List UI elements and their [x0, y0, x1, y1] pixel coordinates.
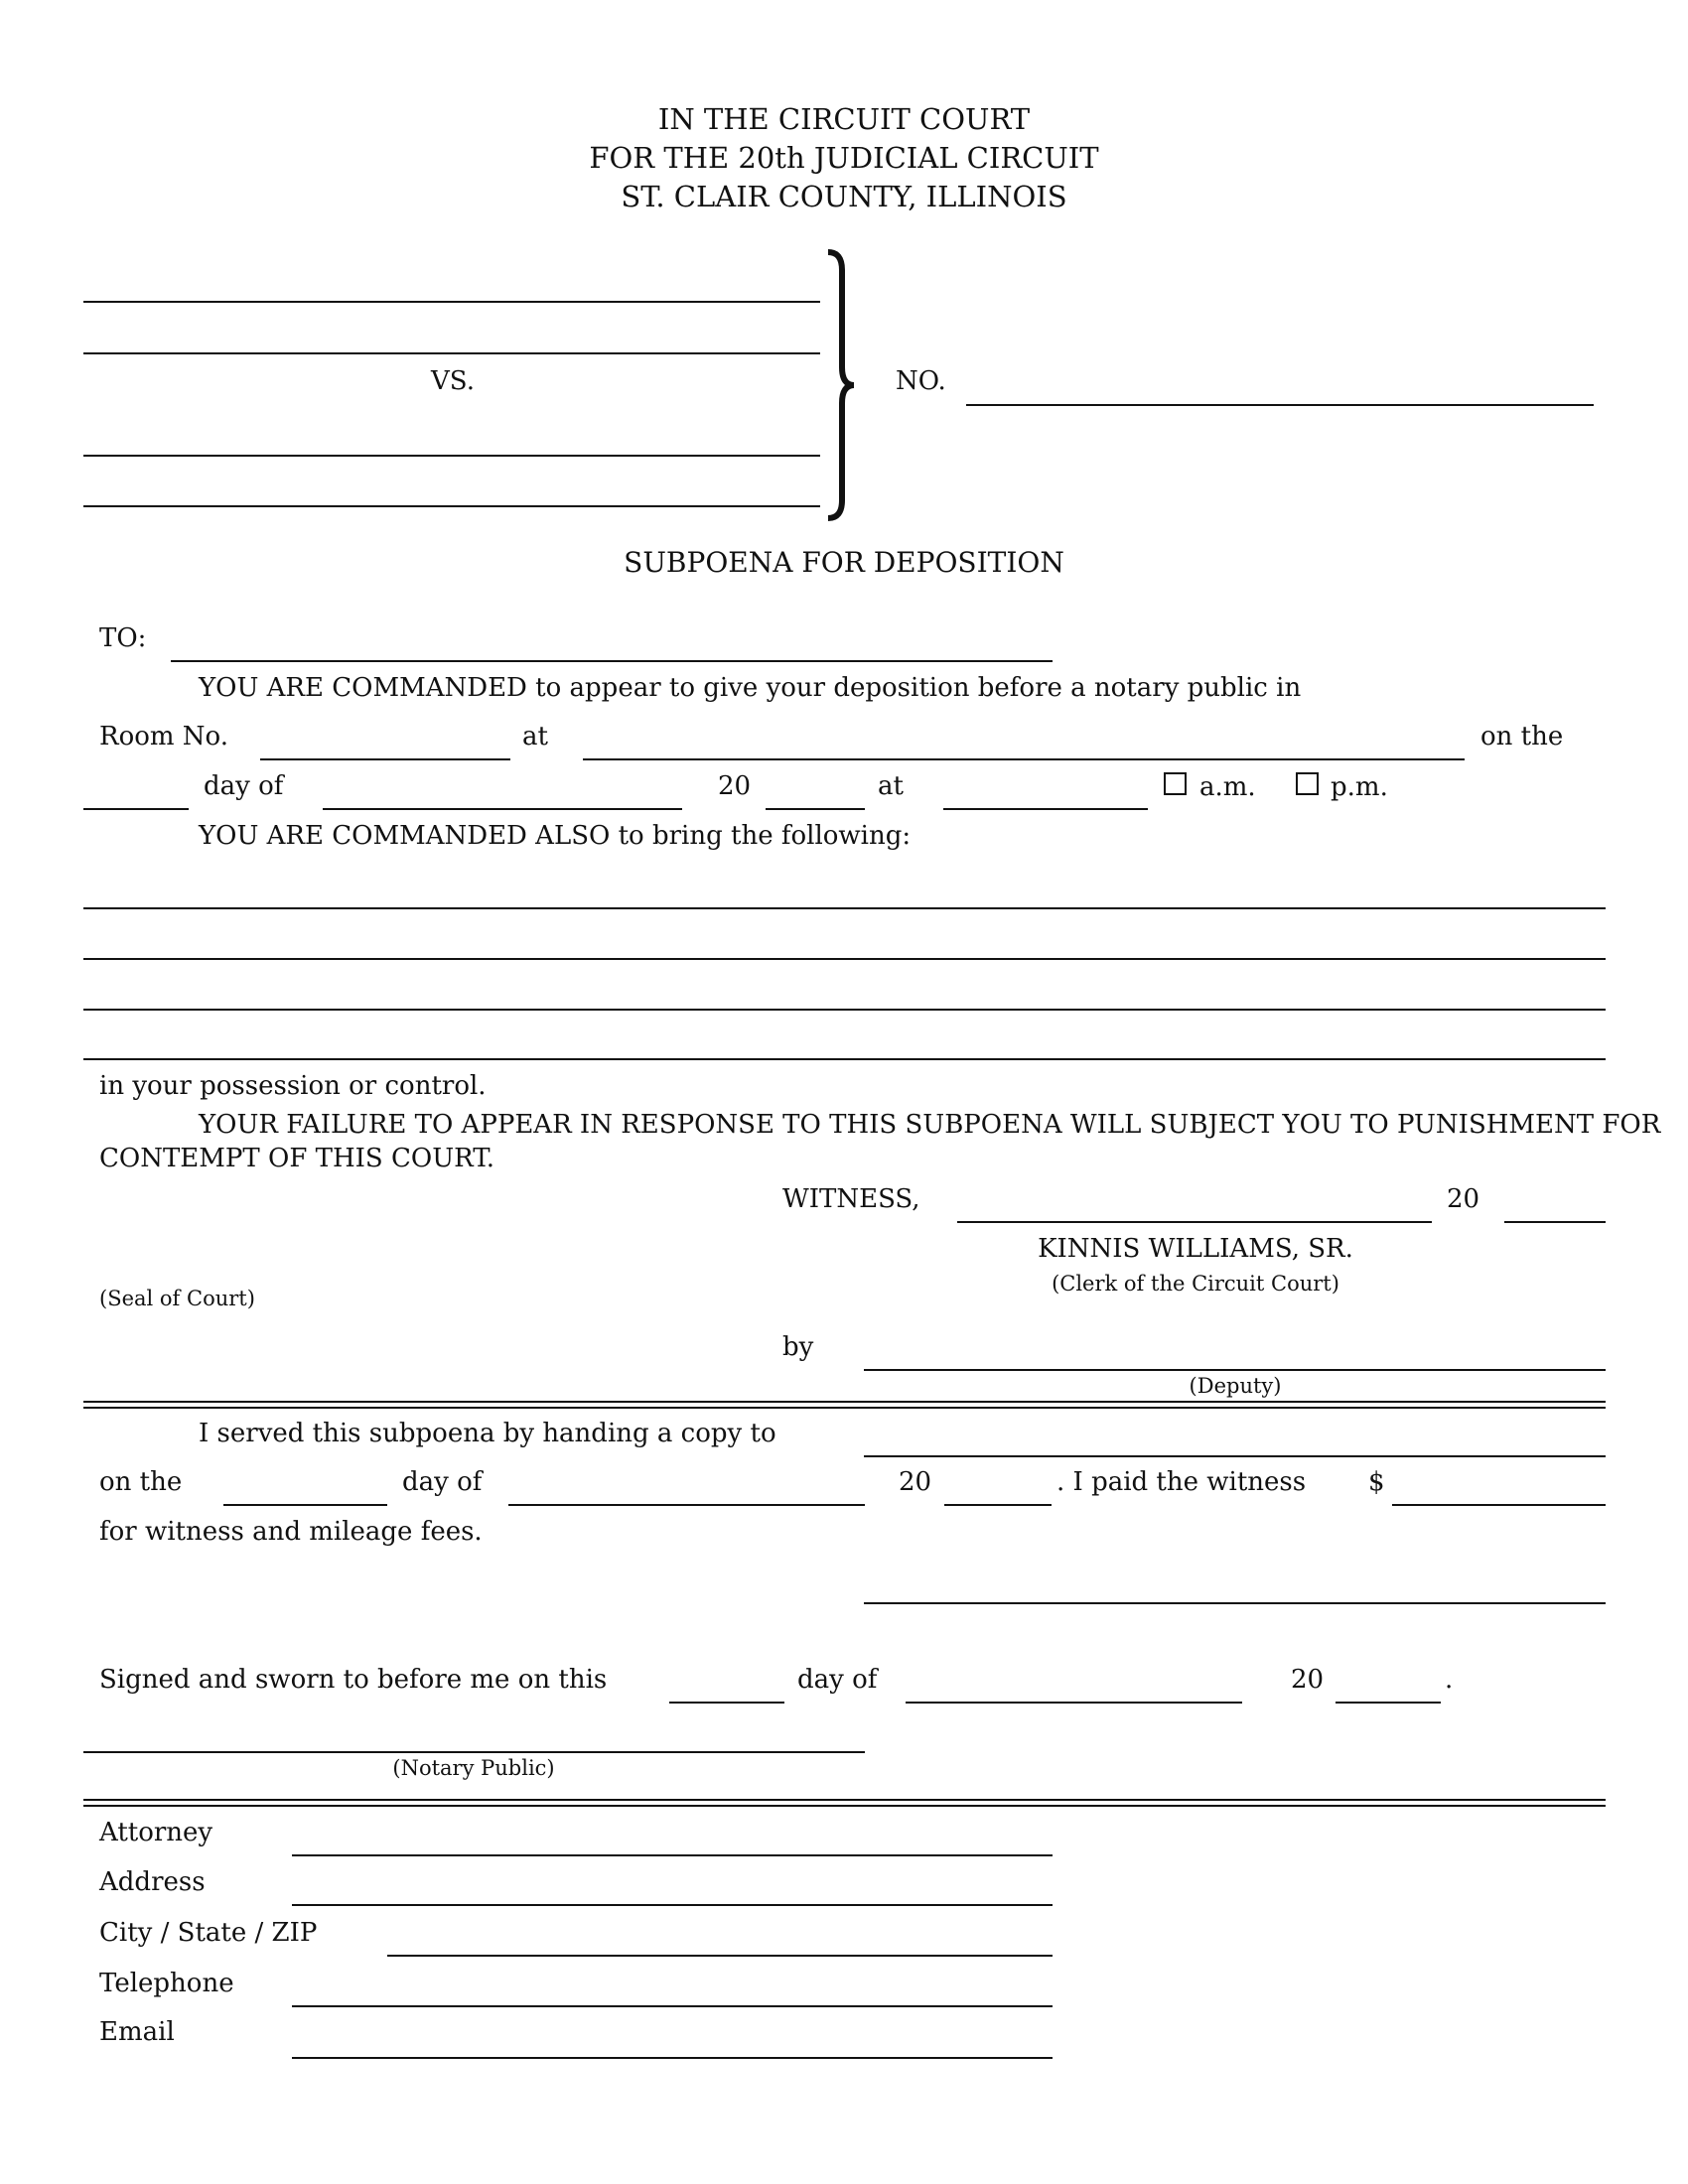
- bring-command-text: YOU ARE COMMANDED ALSO to bring the following:: [199, 821, 912, 851]
- sworn-year-prefix: 20: [1291, 1665, 1325, 1695]
- served-person-field[interactable]: [864, 1455, 1606, 1457]
- deputy-signature-field[interactable]: [864, 1369, 1606, 1371]
- seal-of-court-label: (Seal of Court): [99, 1287, 255, 1310]
- court-title-line2: FOR THE 20th JUDICIAL CIRCUIT: [589, 141, 1099, 175]
- city-state-zip-field[interactable]: [387, 1955, 1053, 1957]
- dollar-sign: $: [1368, 1467, 1385, 1497]
- notary-label: (Notary Public): [392, 1756, 555, 1780]
- email-field[interactable]: [292, 2057, 1053, 2059]
- to-label: TO:: [99, 623, 147, 653]
- served-text: I served this subpoena by handing a copy to: [199, 1419, 776, 1448]
- address-label: Address: [99, 1867, 206, 1897]
- sworn-year-field[interactable]: [1336, 1702, 1441, 1704]
- year-field[interactable]: [766, 808, 865, 810]
- document-title: SUBPOENA FOR DEPOSITION: [624, 546, 1064, 579]
- attorney-label: Attorney: [99, 1818, 213, 1847]
- service-year-prefix: 20: [899, 1467, 932, 1497]
- defendant-line-2[interactable]: [83, 505, 820, 507]
- time-at-label: at: [878, 771, 904, 801]
- email-label: Email: [99, 2017, 175, 2047]
- city-state-zip-label: City / State / ZIP: [99, 1918, 318, 1948]
- service-day-field[interactable]: [223, 1504, 387, 1506]
- day-field[interactable]: [83, 808, 189, 810]
- clerk-title: (Clerk of the Circuit Court): [1052, 1272, 1339, 1296]
- location-field[interactable]: [583, 758, 1465, 760]
- caption-brace-icon: [820, 248, 860, 522]
- paid-witness-text: . I paid the witness: [1056, 1467, 1307, 1497]
- items-line-1[interactable]: [83, 907, 1606, 909]
- address-field[interactable]: [292, 1904, 1053, 1906]
- case-number-label: NO.: [896, 366, 946, 396]
- court-title-line3: ST. CLAIR COUNTY, ILLINOIS: [621, 180, 1067, 213]
- notary-signature-field[interactable]: [83, 1751, 865, 1753]
- time-field[interactable]: [943, 808, 1148, 810]
- failure-warning-line2: CONTEMPT OF THIS COURT.: [99, 1144, 495, 1173]
- room-label: Room No.: [99, 722, 229, 751]
- witness-year-prefix: 20: [1447, 1184, 1480, 1214]
- sworn-day-field[interactable]: [669, 1702, 784, 1704]
- service-month-field[interactable]: [508, 1504, 865, 1506]
- service-on-the-label: on the: [99, 1467, 183, 1497]
- section-divider-top: [83, 1401, 1606, 1403]
- fee-amount-field[interactable]: [1392, 1504, 1606, 1506]
- server-signature-field[interactable]: [864, 1602, 1606, 1604]
- month-field[interactable]: [323, 808, 682, 810]
- sworn-text: Signed and sworn to before me on this: [99, 1665, 608, 1695]
- am-checkbox[interactable]: [1164, 772, 1187, 795]
- plaintiff-line-2[interactable]: [83, 352, 820, 354]
- to-field[interactable]: [171, 660, 1053, 662]
- attorney-field[interactable]: [292, 1854, 1053, 1856]
- pm-checkbox[interactable]: [1296, 772, 1319, 795]
- witness-label: WITNESS,: [782, 1184, 920, 1214]
- am-label: a.m.: [1199, 772, 1256, 802]
- attorney-divider-top: [83, 1799, 1606, 1801]
- possession-text: in your possession or control.: [99, 1071, 487, 1101]
- at-label: at: [522, 722, 548, 751]
- items-line-2[interactable]: [83, 958, 1606, 960]
- appear-command-text: YOU ARE COMMANDED to appear to give your deposition before a notary public in: [199, 673, 1302, 703]
- service-year-field[interactable]: [944, 1504, 1052, 1506]
- attorney-divider-bottom: [83, 1805, 1606, 1807]
- clerk-name: KINNIS WILLIAMS, SR.: [1038, 1234, 1353, 1264]
- service-day-of-label: day of: [402, 1467, 483, 1497]
- deputy-label: (Deputy): [1189, 1374, 1282, 1398]
- telephone-label: Telephone: [99, 1969, 234, 1998]
- vs-label: VS.: [431, 366, 475, 396]
- plaintiff-line-1[interactable]: [83, 301, 820, 303]
- pm-label: p.m.: [1331, 772, 1388, 802]
- failure-warning-line1: YOUR FAILURE TO APPEAR IN RESPONSE TO THIS SUBPOENA WILL SUBJECT YOU TO PUNISHMENT FOR: [199, 1110, 1661, 1140]
- telephone-field[interactable]: [292, 2005, 1053, 2007]
- case-number-field[interactable]: [966, 404, 1594, 406]
- section-divider-bottom: [83, 1407, 1606, 1409]
- witness-field[interactable]: [957, 1221, 1432, 1223]
- room-number-field[interactable]: [260, 758, 510, 760]
- items-line-3[interactable]: [83, 1009, 1606, 1011]
- court-title-line1: IN THE CIRCUIT COURT: [657, 102, 1031, 136]
- sworn-month-field[interactable]: [906, 1702, 1242, 1704]
- sworn-day-of-label: day of: [797, 1665, 878, 1695]
- witness-year-field[interactable]: [1504, 1221, 1606, 1223]
- sworn-period: .: [1445, 1665, 1454, 1695]
- items-line-4[interactable]: [83, 1058, 1606, 1060]
- on-the-label: on the: [1480, 722, 1564, 751]
- fees-text: for witness and mileage fees.: [99, 1517, 483, 1547]
- defendant-line-1[interactable]: [83, 455, 820, 457]
- year-prefix: 20: [718, 771, 752, 801]
- day-of-label: day of: [204, 771, 284, 801]
- by-label: by: [782, 1332, 814, 1362]
